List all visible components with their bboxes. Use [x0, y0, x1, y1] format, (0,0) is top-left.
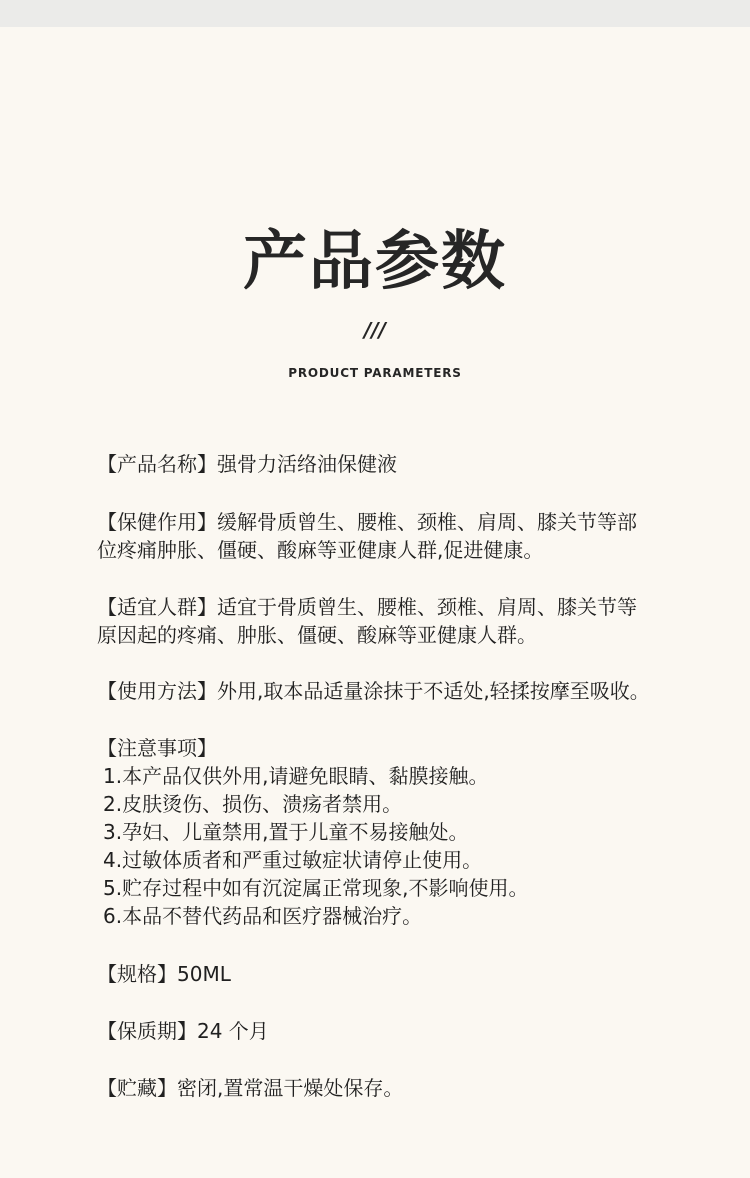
page-title: 产品参数	[243, 225, 507, 299]
health-function-section	[97, 508, 717, 564]
usage-text: 【使用方法】外用,取本品适量涂抹于不适处,轻揉按摩至吸收。	[97, 679, 650, 703]
page-subtitle: PRODUCT PARAMETERS	[288, 366, 462, 380]
usage-section	[97, 677, 717, 705]
target-audience-section	[97, 593, 717, 649]
product-name-section	[97, 450, 717, 478]
target-audience-line-1: 【适宜人群】适宜于骨质曾生、腰椎、颈椎、肩周、膝关节等	[97, 595, 637, 619]
health-function-line-2: 位疼痛肿胀、僵硬、酸麻等亚健康人群,促进健康。	[97, 538, 544, 562]
shelf-life-section	[97, 1017, 717, 1045]
notice-item-2: 2.皮肤烫伤、损伤、溃疡者禁用。	[103, 792, 403, 816]
notice-item-6: 6.本品不替代药品和医疗器械治疗。	[103, 904, 423, 928]
product-name-text: 【产品名称】强骨力活络油保健液	[97, 452, 397, 476]
notice-title: 【注意事项】	[97, 736, 217, 760]
top-strip	[0, 0, 750, 27]
notice-section	[97, 734, 717, 930]
notice-item-4: 4.过敏体质者和严重过敏症状请停止使用。	[103, 848, 483, 872]
shelf-life-text: 【保质期】24 个月	[97, 1019, 269, 1043]
target-audience-line-2: 原因起的疼痛、肿胀、僵硬、酸麻等亚健康人群。	[97, 623, 537, 647]
storage-section	[97, 1074, 717, 1102]
spec-text: 【规格】50ML	[97, 962, 231, 986]
decorative-slash-mark: ///	[364, 318, 386, 342]
notice-item-3: 3.孕妇、儿童禁用,置于儿童不易接触处。	[103, 820, 469, 844]
health-function-line-1: 【保健作用】缓解骨质曾生、腰椎、颈椎、肩周、膝关节等部	[97, 510, 637, 534]
storage-text: 【贮藏】密闭,置常温干燥处保存。	[97, 1076, 404, 1100]
notice-item-1: 1.本产品仅供外用,请避免眼睛、黏膜接触。	[103, 764, 489, 788]
notice-item-5: 5.贮存过程中如有沉淀属正常现象,不影响使用。	[103, 876, 529, 900]
spec-section	[97, 960, 717, 988]
